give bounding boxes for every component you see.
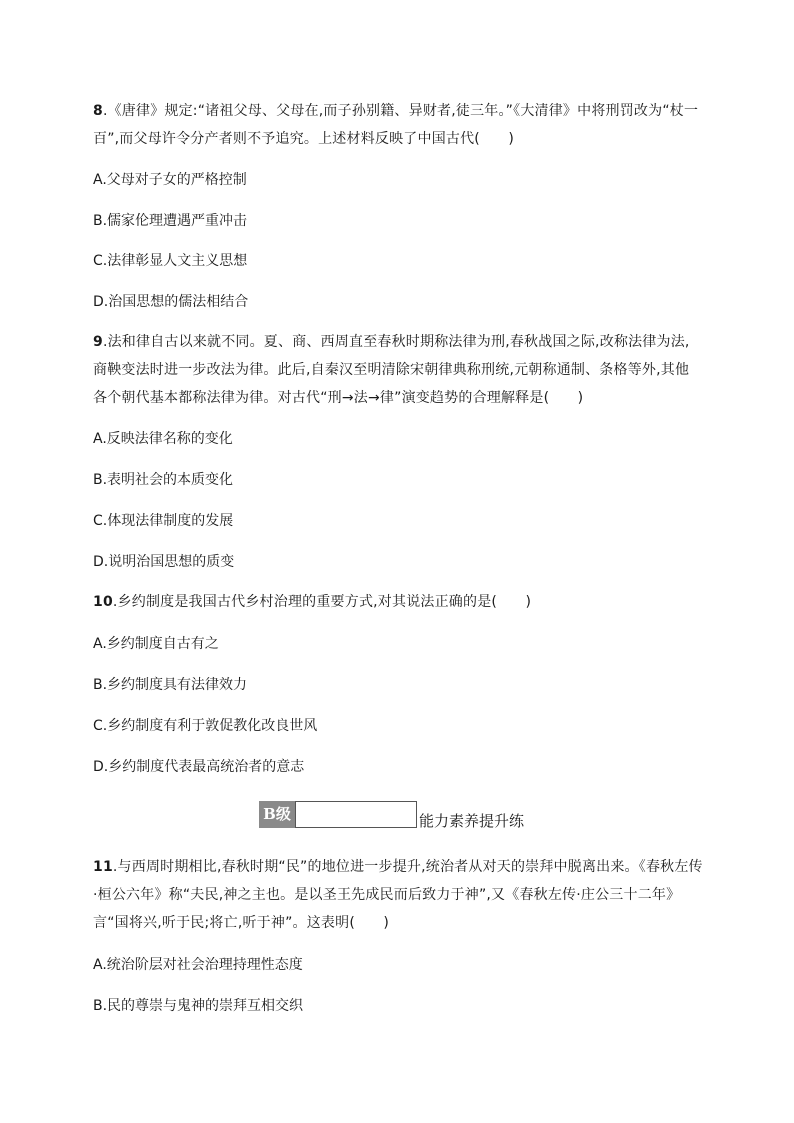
section-title: 能力素养提升练 xyxy=(419,812,525,830)
question-number: 11 xyxy=(93,859,113,875)
question-9-option-c: C.体现法律制度的发展 xyxy=(93,513,234,529)
question-10-option-c: C.乡约制度有利于敦促教化改良世风 xyxy=(93,718,318,734)
section-header xyxy=(259,801,549,829)
question-text: .与西周时期相比,春秋时期“民”的地位进一步提升,统治者从对天的崇拜中脱离出来。《春秋左传·桓公六年》称“夫民,神之主也。是以圣王先成民而后致力于神”,又《春秋左传·庄公三十二年》言“国将兴,听于民;将亡,听于神”。这表明( ) xyxy=(93,859,703,931)
question-8-option-b: B.儒家伦理遭遇严重冲击 xyxy=(93,213,248,229)
question-text: .法和律自古以来就不同。夏、商、西周直至春秋时期称法律为刑,春秋战国之际,改称法律为法,商鞅变法时进一步改法为律。此后,自秦汉至明清除宋朝律典称刑统,元朝称通制、条格等外,其他各个朝代基本都称法律为律。对古代“刑→法→律”演变趋势的合理解释是( ) xyxy=(93,334,690,406)
level-badge: B级 xyxy=(259,801,295,828)
question-9-option-b: B.表明社会的本质变化 xyxy=(93,472,234,488)
question-8-option-a: A.父母对子女的严格控制 xyxy=(93,172,247,188)
question-9-stem xyxy=(93,328,703,412)
question-number: 9 xyxy=(93,334,103,350)
question-10-stem xyxy=(93,588,703,616)
question-10-option-a: A.乡约制度自古有之 xyxy=(93,636,219,652)
question-number: 8 xyxy=(93,103,103,119)
question-text: .《唐律》规定:“诸祖父母、父母在,而子孙别籍、异财者,徒三年。”《大清律》中将刑罚改为“杖一百”,而父母许令分产者则不予追究。上述材料反映了中国古代( ) xyxy=(93,103,699,147)
question-11-stem xyxy=(93,853,703,937)
question-8-stem xyxy=(93,97,703,153)
question-10-option-b: B.乡约制度具有法律效力 xyxy=(93,677,248,693)
question-8-option-c: C.法律彰显人文主义思想 xyxy=(93,253,248,269)
question-8-option-d: D.治国思想的儒法相结合 xyxy=(93,294,249,310)
level-underline-box xyxy=(295,801,417,828)
question-number: 10 xyxy=(93,594,113,610)
question-9-option-d: D.说明治国思想的质变 xyxy=(93,554,235,570)
question-text: .乡约制度是我国古代乡村治理的重要方式,对其说法正确的是( ) xyxy=(112,594,532,610)
question-9-option-a: A.反映法律名称的变化 xyxy=(93,431,233,447)
question-11-option-b: B.民的尊崇与鬼神的崇拜互相交织 xyxy=(93,998,304,1014)
question-10-option-d: D.乡约制度代表最高统治者的意志 xyxy=(93,759,305,775)
question-11-option-a: A.统治阶层对社会治理持理性态度 xyxy=(93,957,303,973)
